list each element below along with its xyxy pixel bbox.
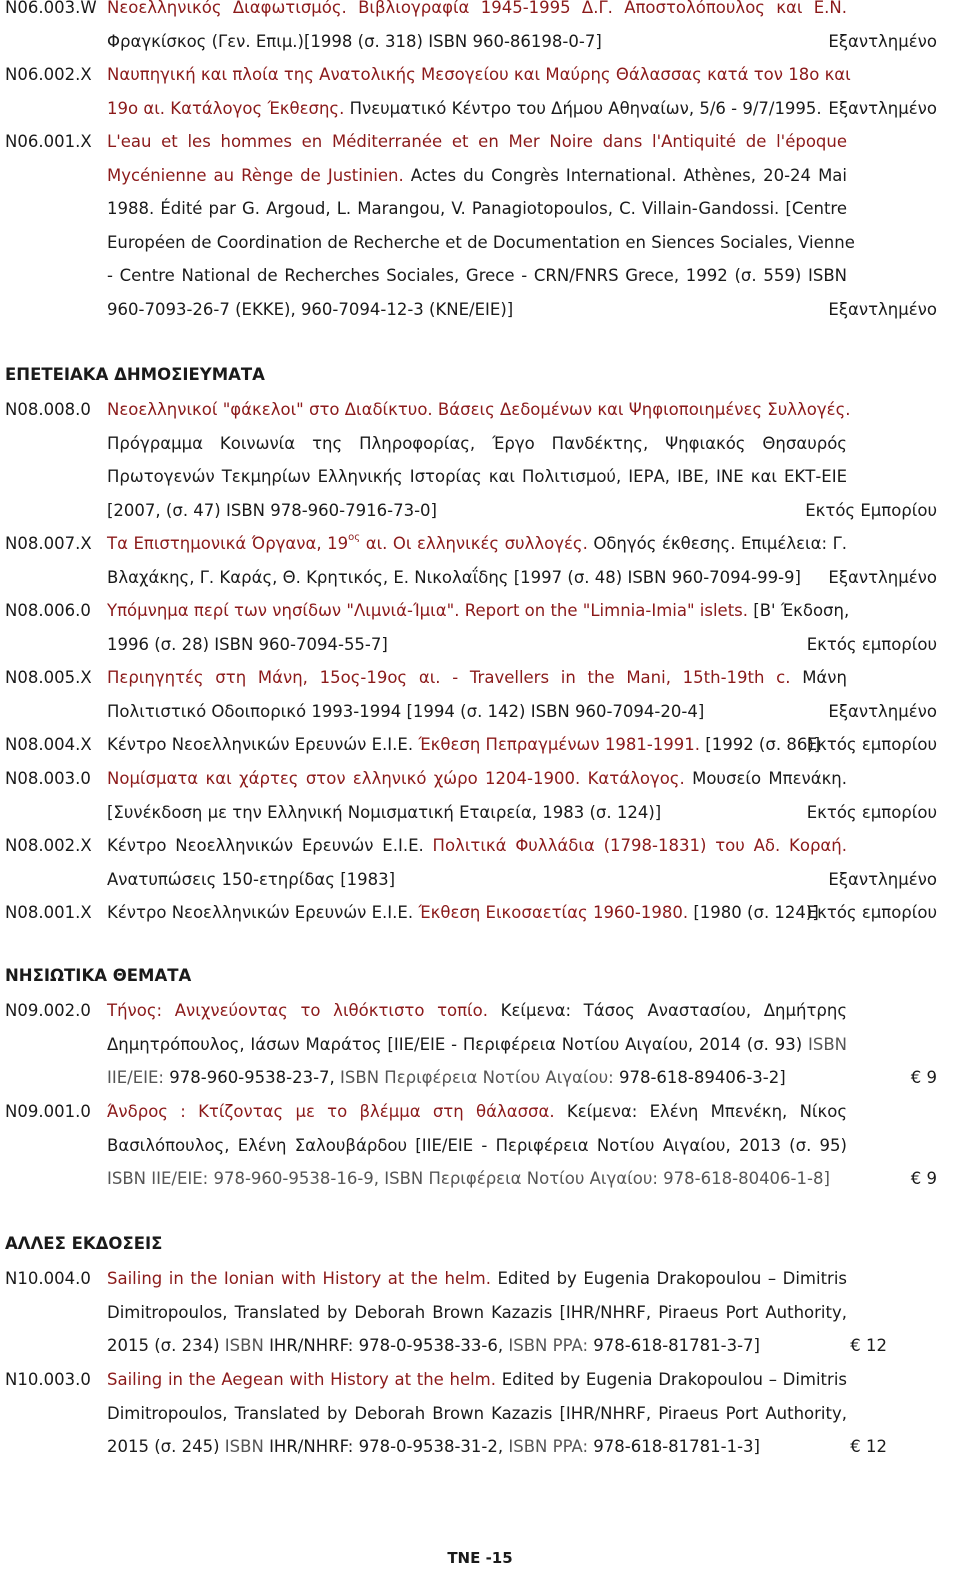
entry-code: N08.006.0 [5,601,91,620]
isbn-label: ISBN ΙΙΕ/ΕΙΕ: 978-960-9538-16-9, ISBN Περιφέρεια Νοτίου Αιγαίου: 978-618-80406-1-8] [107,1169,830,1189]
entry-title: Sailing in the Ionian with History at the helm. [107,1269,491,1288]
entry-text [107,901,952,935]
publisher-text: Κέντρο Νεοελληνικών Ερευνών Ε.Ι.Ε. [107,903,419,922]
availability-status: Εκτός εμπορίου [806,735,937,754]
entry-line-body [107,231,855,255]
entry-details: [2007, (σ. 47) ISBN 978-960-7916-73-0] [107,500,437,520]
entry-details: Πολιτιστικό Οδοιπορικό 1993-1994 [1994 (σ. 142) ISBN 960-7094-20-4] [107,701,705,721]
availability-status: Εκτός εμπορίου [806,802,937,822]
entry-line-body [107,1167,830,1191]
availability-status: Εκτός εμπορίου [806,903,937,922]
entry-text [107,63,952,130]
entry-line [107,1134,952,1168]
isbn-label: ISBN [219,1437,270,1457]
entry-line-body [107,1066,786,1090]
entry-text [107,999,952,1100]
entry-title: Τήνος: Ανιχνεύοντας το λιθόκτιστο τοπίο. [107,1001,488,1020]
price: € 12 [850,1437,887,1457]
entry-line-body [107,868,395,892]
entry-line [107,599,952,633]
isbn-label: ISBN PPA: [503,1336,594,1356]
entry-details: [1992 (σ. 86)] [700,735,821,754]
publisher-text: Κέντρο Νεοελληνικών Ερευνών Ε.Ι.Ε. [107,836,433,855]
entry-line [107,801,952,835]
availability-status: Εξαντλημένο [828,869,937,889]
entry-text [107,599,952,666]
entry-text [107,666,952,733]
entry-line [107,700,952,734]
entry-code: N08.005.X [5,668,92,687]
entry-line [107,1435,952,1469]
isbn-label: ISBN PPA: [503,1437,594,1457]
entry-line-body [107,264,847,288]
entry-details: Πνευματικό Κέντρο του Δήμου Αθηναίων, 5/6 - 9/7/1995. [344,98,822,118]
entry-code: N08.004.X [5,735,92,754]
entry-line [107,499,952,533]
entry-details: Dimitropoulos, Translated by Deborah Brown Kazazis [IHR/NHRF, Piraeus Port Authority, [107,1302,847,1322]
entry-line [107,566,952,600]
price: € 12 [850,1336,887,1356]
entry-line [107,130,952,164]
entry-details: Κείμενα: Τάσος Αναστασίου, Δημήτρης [487,1001,847,1020]
availability-status: Εξαντλημένο [828,31,937,51]
entry-title: L'eau et les hommes en Méditerranée et en Mer Noire dans l'Antiquité de l'époque [107,132,847,151]
entry-line [107,30,952,64]
entry-line-body [107,767,847,791]
entry-code: N06.003.W [5,0,97,17]
entry-line [107,97,952,131]
entry-title: Τα Επιστημονικά Όργανα, 19 [107,534,349,553]
entry-line [107,1402,952,1436]
entry-line [107,1334,952,1368]
entry-details: Européen de Coordination de Recherche et de Documentation en Siences Sociales, Vienne [107,232,855,252]
entry-line [107,197,952,231]
entry-text [107,733,952,767]
entry-text [107,0,952,63]
entry-title: Νομίσματα και χάρτες στον ελληνικό χώρο 1204-1900. Κατάλογος. [107,769,685,788]
entry-details: Βασιλόπουλος, Ελένη Σαλουβάρδου [ΙΙΕ/ΕΙΕ - Περιφέρεια Νοτίου Αιγαίου, 2013 (σ. 95) [107,1135,847,1155]
entry-line [107,0,952,30]
entry-line [107,1033,952,1067]
section-heading: ΝΗΣΙΩΤΙΚΑ ΘΕΜΑΤΑ [5,966,192,985]
isbn-number: 978-618-81781-3-7] [593,1336,760,1356]
entry-details: Δημητρόπουλος, Ιάσων Μαράτος [ΙΙΕ/ΕΙΕ - Περιφέρεια Νοτίου Αιγαίου, 2014 (σ. 93) [107,1034,803,1054]
entry-line-body [107,1334,760,1358]
entry-text [107,1368,952,1469]
entry-code: N09.002.0 [5,1001,91,1020]
entry-title: Ναυπηγική και πλοία της Ανατολικής Μεσογείου και Μαύρης Θάλασσας κατά τον 18ο και [107,65,851,84]
isbn-number: IHR/NHRF: 978-0-9538-31-2, [269,1437,504,1457]
entry-text [107,130,952,331]
entry-title: Άνδρος : Κτίζοντας με το βλέμμα στη θάλασσα. [107,1102,555,1121]
price: € 9 [910,1169,937,1189]
entry-line-body [107,901,819,925]
entry-line [107,1167,952,1201]
entry-title: 19ο αι. Κατάλογος Έκθεσης. [107,98,345,118]
section-heading: ΕΠΕΤΕΙΑΚΑ ΔΗΜΟΣΙΕΥΜΑΤΑ [5,365,265,384]
entry-title: Υπόμνημα περί των νησίδων "Λιμνιά-Ίμια". Report on the "Limnia-Imia" islets. [107,601,749,620]
price: € 9 [910,1068,937,1088]
entry-details: [Συνέκδοση με την Ελληνική Νομισματική Εταιρεία, 1983 (σ. 124)] [107,802,662,822]
entry-line [107,868,952,902]
entry-title: Πολιτικά Φυλλάδια (1798-1831) του Αδ. Κοραή. [432,836,847,855]
entry-line-body [107,197,847,221]
entry-text [107,398,952,532]
entry-details: Οδηγός έκθεσης. Επιμέλεια: Γ. [587,534,848,553]
entry-line-body [107,1134,847,1158]
entry-line [107,1368,952,1402]
entry-title: Νεοελληνικός Διαφωτισμός. Βιβλιογραφία 1945-1995 Δ.Γ. Αποστολόπουλος και Ε.Ν. [107,0,847,17]
entry-line-body [107,1435,760,1459]
publisher-text: Κέντρο Νεοελληνικών Ερευνών Ε.Ι.Ε. [107,735,419,754]
entry-details: 978-960-9538-23-7, [169,1068,335,1088]
entry-details: 1988. Édité par G. Argoud, L. Marangou, V. Panagiotopoulos, C. Villain-Gandossi. [Centre [107,199,847,219]
entry-details: Edited by Eugenia Drakopoulou – Dimitris [496,1370,847,1389]
entry-line-body [107,164,847,188]
entry-details: Πρωτογενών Τεκμηρίων Ελληνικής Ιστορίας και Πολιτισμού, ΙΕΡΑ, ΙΒΕ, ΙΝΕ και ΕΚΤ-ΕΙΕ [107,467,847,487]
entry-details: Κείμενα: Ελένη Μπενέκη, Νίκος [554,1102,847,1121]
entry-line-body [107,599,850,623]
entry-line-body [107,130,847,154]
entry-details: [1980 (σ. 124)] [688,903,819,922]
entry-line [107,1066,952,1100]
entry-line-body [107,700,704,724]
entry-details: Πρόγραμμα Κοινωνία της Πληροφορίας, Έργο Πανδέκτης, Ψηφιακός Θησαυρός [107,433,847,453]
entry-title: Νεοελληνικοί "φάκελοι" στο Διαδίκτυο. Βάσεις Δεδομένων και Ψηφιοποιημένες Συλλογές. [107,400,851,419]
entry-line-body [107,465,847,489]
entry-line [107,1100,952,1134]
entry-line-body [107,1301,847,1325]
entry-details: 960-7093-26-7 (ΕΚΚΕ), 960-7094-12-3 (ΚΝΕ/ΕΙΕ)] [107,299,514,319]
entry-line-body [107,97,822,121]
entry-details: 2015 (σ. 245) [107,1437,220,1457]
entry-details: 2015 (σ. 234) [107,1336,220,1356]
entry-code: N08.003.0 [5,769,91,788]
entry-line [107,1301,952,1335]
entry-code: N08.007.X [5,534,92,553]
entry-details: 1996 (σ. 28) ISBN 960-7094-55-7] [107,634,388,654]
entry-line [107,834,952,868]
entry-details: [Β' Έκδοση, [748,601,850,620]
entry-title: Sailing in the Aegean with History at the helm. [107,1370,497,1389]
entry-line-body [107,834,847,858]
entry-line-body [107,999,847,1023]
isbn-number: 978-618-89406-3-2] [618,1068,786,1088]
entry-line [107,1267,952,1301]
availability-status: Εκτός Εμπορίου [805,500,937,520]
entry-details: Μουσείο Μπενάκη. [684,769,848,788]
entry-line-body [107,532,847,556]
entry-code: N10.003.0 [5,1370,91,1389]
entry-code: N08.001.X [5,903,92,922]
entry-line-body [107,801,661,825]
entry-details: Actes du Congrès International. Athènes, 20-24 Mai [403,165,848,185]
entry-text [107,1267,952,1368]
entry-line-body [107,298,513,322]
entry-line [107,666,952,700]
entry-line-body [107,432,847,456]
entry-line [107,398,952,432]
entry-line-body [107,1100,847,1124]
entry-line-body [107,0,847,20]
isbn-label: ISBN [802,1034,847,1054]
entry-line [107,532,952,566]
entry-code: N08.002.X [5,836,92,855]
entry-line [107,63,952,97]
entry-line [107,264,952,298]
superscript: ος [348,532,361,543]
isbn-number: 978-618-81781-1-3] [593,1437,760,1457]
entry-details: Φραγκίσκος (Γεν. Επιμ.)[1998 (σ. 318) ISBN 960-86198-0-7] [107,31,602,51]
entry-code: N06.002.X [5,65,92,84]
entry-text [107,834,952,901]
entry-line-body [107,733,820,757]
page-footer: ΤΝΕ -15 [447,1549,513,1567]
entry-line-body [107,499,437,523]
entry-details: Μάνη [790,668,847,687]
availability-status: Εξαντλημένο [828,299,937,319]
entry-line [107,164,952,198]
availability-status: Εξαντλημένο [828,701,937,721]
entry-line-body [107,1368,847,1392]
entry-details: Βλαχάκης, Γ. Καράς, Θ. Κρητικός, Ε. Νικολαΐδης [1997 (σ. 48) ISBN 960-7094-99-9] [107,567,801,587]
entry-line-body [107,633,388,657]
entry-line-body [107,1267,847,1291]
entry-line [107,298,952,332]
entry-title: Έκθεση Πεπραγμένων 1981-1991. [418,735,701,754]
entry-code: N10.004.0 [5,1269,91,1288]
entry-title: Έκθεση Εικοσαετίας 1960-1980. [418,903,689,922]
entry-line-body [107,666,847,690]
entry-code: N09.001.0 [5,1102,91,1121]
entry-line-body [107,566,801,590]
entry-line-body [107,1033,847,1057]
entry-line-body [107,63,851,87]
entry-line [107,432,952,466]
entry-line [107,633,952,667]
entry-title-cont: αι. Οι ελληνικές συλλογές. [360,534,588,553]
entry-text [107,767,952,834]
availability-status: Εκτός εμπορίου [806,634,937,654]
availability-status: Εξαντλημένο [828,98,937,118]
entry-code: N06.001.X [5,132,92,151]
isbn-label: ISBN Περιφέρεια Νοτίου Αιγαίου: [334,1068,619,1088]
entry-line [107,733,952,767]
entry-line [107,465,952,499]
section-heading: ΑΛΛΕΣ ΕΚΔΟΣΕΙΣ [5,1234,163,1253]
entry-line [107,999,952,1033]
entry-details: - Centre National de Recherches Sociales, Grece - CRN/FNRS Grece, 1992 (σ. 559) ISBN [107,266,847,286]
entry-line [107,767,952,801]
availability-status: Εξαντλημένο [828,567,937,587]
entry-title: Mycénienne au Rènge de Justinien. [107,165,404,185]
entry-line [107,231,952,265]
entry-line-body [107,1402,847,1426]
entry-details: Ανατυπώσεις 150-ετηρίδας [1983] [107,869,396,889]
superscript-wrap [348,532,360,543]
entry-line-body [107,398,851,422]
entry-text [107,1100,952,1201]
entry-details: Edited by Eugenia Drakopoulou – Dimitris [490,1269,847,1288]
isbn-label: ΙΙΕ/ΕΙΕ: [107,1068,170,1088]
entry-title: Περιηγητές στη Μάνη, 15ος-19ος αι. - Travellers in the Mani, 15th-19th c. [107,668,791,687]
entry-details: Dimitropoulos, Translated by Deborah Brown Kazazis [IHR/NHRF, Piraeus Port Authority, [107,1403,847,1423]
entry-code: N08.008.0 [5,400,91,419]
isbn-label: ISBN [219,1336,270,1356]
entry-line-body [107,30,602,54]
isbn-number: IHR/NHRF: 978-0-9538-33-6, [269,1336,504,1356]
entry-text [107,532,952,599]
entry-line [107,901,952,935]
